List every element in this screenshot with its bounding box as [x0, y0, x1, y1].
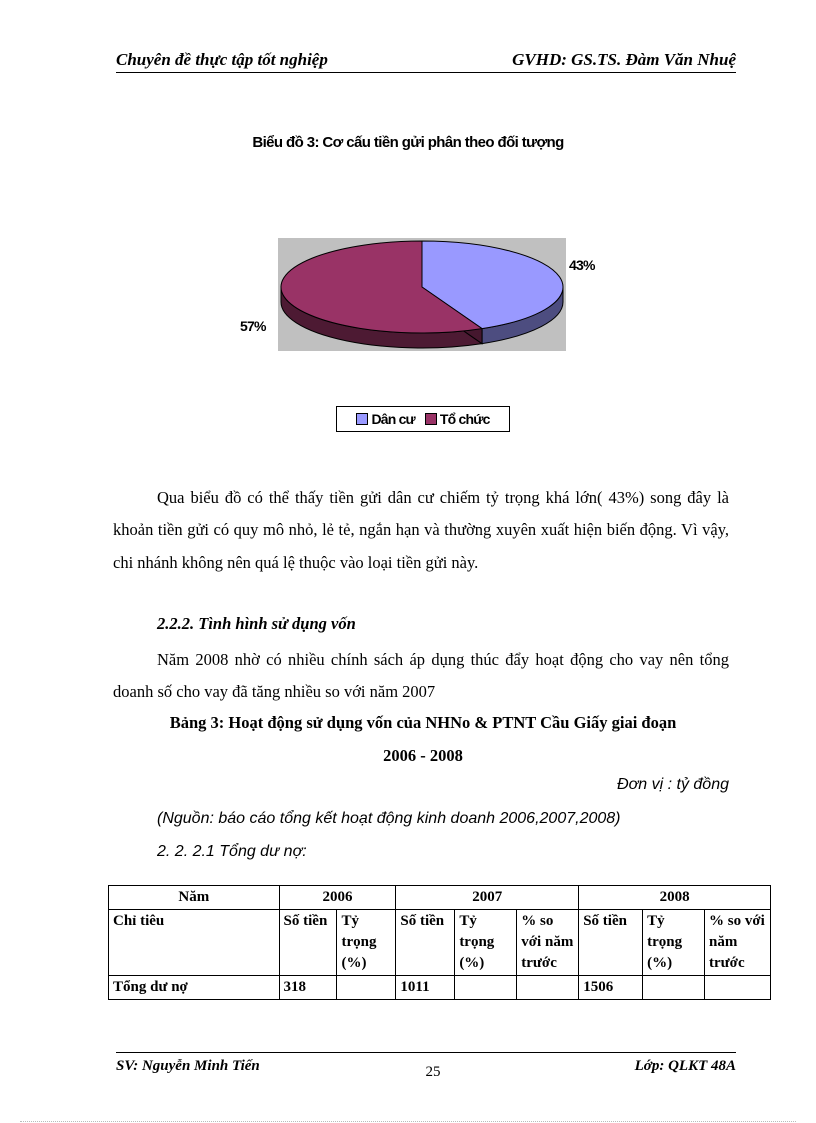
table-title-line2: 2006 - 2008: [383, 746, 463, 765]
table-header-row-columns: [109, 910, 771, 976]
header-year-2006: 2006: [279, 886, 396, 910]
header-right-text: GVHD: GS.TS. Đàm Văn Nhuệ: [512, 50, 736, 69]
source-note: (Nguồn: báo cáo tổng kết hoạt động kinh doanh 2006,2007,2008): [157, 810, 621, 827]
header-left-text: Chuyên đề thực tập tốt nghiệp: [116, 50, 328, 69]
footer-class: Lớp: QLKT 48A: [634, 1058, 736, 1074]
header-year-label: Năm: [109, 886, 280, 910]
row-indicator-name: Tổng dư nợ: [109, 976, 280, 1000]
pie-chart: [0, 0, 816, 460]
legend-item-to-chuc: [425, 411, 490, 427]
chart-title: Biểu đồ 3: Cơ cấu tiền gửi phân theo đối tượng: [252, 134, 564, 151]
cell-share-2008: [643, 976, 705, 1000]
header-indicator: Chỉ tiêu: [109, 910, 280, 976]
chart-legend: [336, 406, 510, 432]
unit-note: Đơn vị : tỷ đồng: [617, 776, 729, 793]
header-share-2006: Tỷ trọng (%): [337, 910, 396, 976]
footer-rule: [116, 1052, 736, 1053]
footer-student: SV: Nguyễn Minh Tiến: [116, 1058, 260, 1074]
header-change-2007: % so với năm trước: [517, 910, 579, 976]
header-amount-2007: Số tiền: [396, 910, 455, 976]
legend-swatch-dan-cu: [356, 413, 368, 425]
header-amount-2008: Số tiền: [579, 910, 643, 976]
page-edge-dots: [20, 1121, 796, 1122]
paragraph-chart-analysis: Qua biểu đồ có thể thấy tiền gửi dân cư chiếm tỷ trọng khá lớn( 43%) song đây là khoản tiền gửi có quy mô nhỏ, lẻ tẻ, ngắn hạn và thường xuyên xuất hiện biến động. Vì vậy, chi nhánh không nên quá lệ thuộc vào loại tiền gửi này.: [113, 488, 729, 572]
header-amount-2006: Số tiền: [279, 910, 337, 976]
header-change-2008: % so với năm trước: [705, 910, 771, 976]
pie-label-dan-cu: 43%: [569, 257, 595, 273]
table-container: [108, 885, 771, 1011]
page-number: 25: [425, 1064, 441, 1080]
cell-share-2007: [455, 976, 517, 1000]
header-share-2007: Tỷ trọng (%): [455, 910, 517, 976]
subsection-heading-total-debt: 2. 2. 2.1 Tổng dư nợ:: [157, 843, 307, 860]
header-year-2007: 2007: [396, 886, 579, 910]
table-title-line1: Bảng 3: Hoạt động sử dụng vốn của NHNo & PTNT Cầu Giấy giai đoạn: [169, 713, 677, 732]
table-header-row-years: [109, 886, 771, 910]
capital-usage-table: [108, 885, 771, 1000]
cell-amount-2008: 1506: [579, 976, 643, 1000]
cell-amount-2006: 318: [279, 976, 337, 1000]
pie-label-to-chuc: 57%: [240, 318, 266, 334]
cell-share-2006: [337, 976, 396, 1000]
cell-amount-2007: 1011: [396, 976, 455, 1000]
header-share-2008: Tỷ trọng (%): [643, 910, 705, 976]
legend-item-dan-cu: [356, 411, 414, 427]
section-heading-2-2-2: 2.2.2. Tình hình sử dụng vốn: [157, 614, 356, 633]
header-year-2008: 2008: [579, 886, 771, 910]
cell-change-2007: [517, 976, 579, 1000]
legend-swatch-to-chuc: [425, 413, 437, 425]
paragraph-loan-intro: Năm 2008 nhờ có nhiều chính sách áp dụng thúc đẩy hoạt động cho vay nên tổng doanh số cho vay đã tăng nhiều so với năm 2007: [113, 650, 729, 702]
legend-label-dan-cu: Dân cư: [371, 411, 415, 427]
cell-change-2008: [705, 976, 771, 1000]
legend-label-to-chuc: Tổ chức: [439, 411, 490, 427]
table-row: [109, 976, 771, 1000]
